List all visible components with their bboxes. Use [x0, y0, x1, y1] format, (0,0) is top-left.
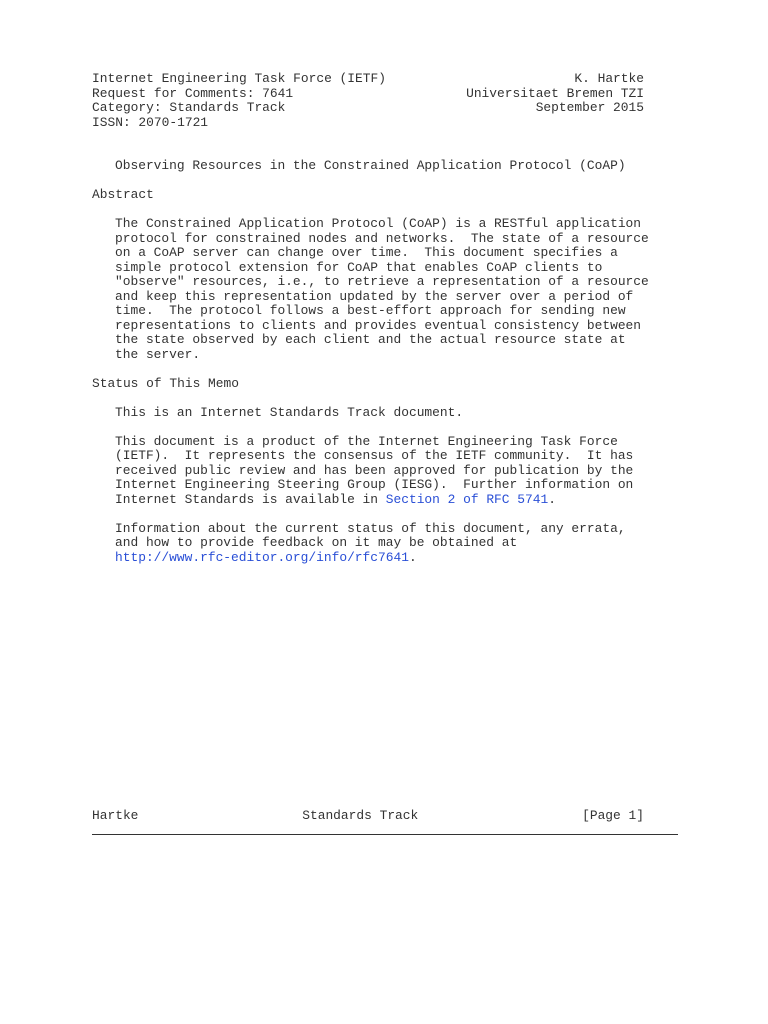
abstract-line: time. The protocol follows a best-effort approach for sending new	[115, 303, 626, 318]
document-header	[92, 72, 678, 130]
rfc5741-section-link[interactable]: Section 2 of RFC 5741	[385, 491, 549, 507]
status-paragraph-3	[92, 522, 678, 566]
status-heading: Status of This Memo	[92, 375, 239, 391]
footer-author: Hartke	[92, 808, 139, 823]
abstract-line: The Constrained Application Protocol (CoAP) is a RESTful application	[115, 216, 642, 231]
status-line: (IETF). It represents the consensus of the IETF community. It has	[115, 448, 634, 463]
page-break-rule	[92, 834, 678, 835]
status-line	[92, 551, 678, 566]
status-line: Internet Engineering Steering Group (IESG). Further information on	[115, 477, 634, 492]
status-line: This document is a product of the Internet Engineering Task Force	[115, 433, 618, 449]
rfc-page	[92, 72, 678, 565]
status-line: received public review and has been approved for publication by the	[115, 462, 634, 478]
abstract-line: protocol for constrained nodes and networks. The state of a resource	[115, 230, 649, 246]
footer-category: Standards Track	[302, 808, 419, 823]
abstract-line: "observe" resources, i.e., to retrieve a representation of a resource	[115, 274, 649, 289]
status-line-suffix: .	[408, 549, 417, 565]
footer-page-number: [Page 1]	[582, 808, 644, 823]
header-rfc-number: Request for Comments: 7641	[92, 85, 294, 101]
abstract-body	[92, 217, 678, 362]
status-line: Information about the current status of this document, any errata,	[115, 520, 626, 536]
abstract-line: the server.	[115, 346, 201, 362]
status-line	[92, 493, 678, 508]
status-line: and how to provide feedback on it may be obtained at	[115, 535, 518, 550]
status-paragraph-1: This is an Internet Standards Track document.	[115, 404, 464, 420]
abstract-line: on a CoAP server can change over time. This document specifies a	[115, 245, 618, 260]
status-line-suffix: .	[548, 491, 556, 507]
header-date: September 2015	[535, 100, 644, 115]
abstract-line: and keep this representation updated by the server over a period of	[115, 288, 634, 304]
abstract-line: representations to clients and provides eventual consistency between	[115, 317, 642, 333]
header-issn: ISSN: 2070-1721	[92, 114, 209, 130]
header-category: Category: Standards Track	[92, 100, 286, 115]
rfc-editor-info-link[interactable]: http://www.rfc-editor.org/info/rfc7641	[115, 549, 409, 565]
header-organization: Internet Engineering Task Force (IETF)	[92, 71, 386, 86]
document-title: Observing Resources in the Constrained Application Protocol (CoAP)	[115, 158, 626, 173]
abstract-heading: Abstract	[92, 187, 154, 202]
header-affiliation: Universitaet Bremen TZI	[466, 85, 644, 101]
abstract-line: the state observed by each client and the actual resource state at	[115, 332, 626, 347]
header-author: K. Hartke	[574, 71, 644, 86]
status-line-prefix: Internet Standards is available in	[115, 491, 386, 507]
status-paragraph-2	[92, 435, 678, 508]
page-footer	[92, 809, 644, 824]
abstract-line: simple protocol extension for CoAP that enables CoAP clients to	[115, 259, 603, 275]
